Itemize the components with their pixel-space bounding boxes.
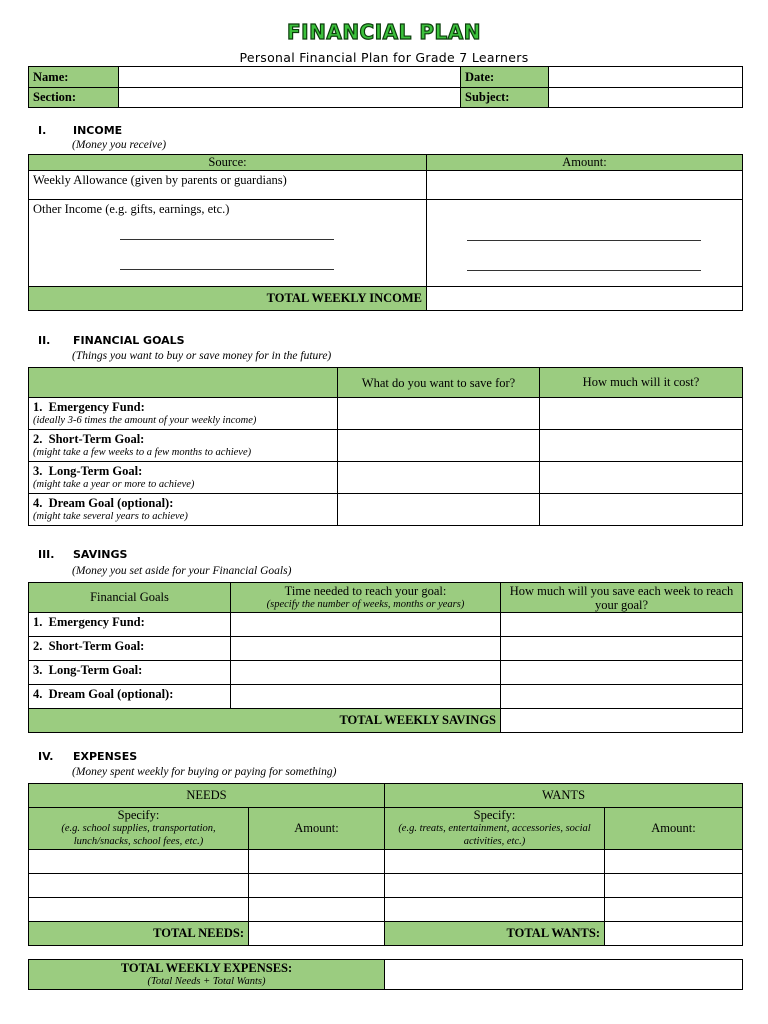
savings-number: III. [38,548,55,561]
income-other-label: Other Income (e.g. gifts, earnings, etc.) [33,202,230,216]
goal-3-title: Long-Term Goal: [48,463,143,478]
savings-4-title: Dream Goal (optional): [48,687,174,701]
savings-4-time-field[interactable] [231,685,501,709]
want-item-field[interactable] [385,850,605,874]
savings-row-long-term [29,661,231,685]
savings-2-title: Short-Term Goal: [48,639,145,653]
income-note: (Money you receive) [72,139,167,151]
student-info-table [28,66,743,108]
expenses-heading [38,750,137,763]
wants-header: WANTS [385,784,743,808]
goal-2-num: 2. [33,431,43,446]
name-label: Name: [29,67,119,88]
total-wants-field[interactable] [605,922,743,946]
goal-3-desc: (might take a year or more to achieve) [33,478,195,490]
needs-header: NEEDS [29,784,385,808]
total-weekly-expenses-label: TOTAL WEEKLY EXPENSES: [120,960,293,975]
savings-3-time-field[interactable] [231,661,501,685]
section-label: Section: [29,88,119,108]
expenses-number: IV. [38,750,54,763]
need-item-field[interactable] [29,850,249,874]
goal-3-cost-field[interactable] [540,462,743,494]
goals-title: FINANCIAL GOALS [73,334,185,347]
income-amount-other [427,200,743,287]
income-amount-line-1[interactable] [467,240,701,241]
goal-row-short-term [29,430,338,462]
savings-2-time-field[interactable] [231,637,501,661]
name-field[interactable] [119,67,461,88]
expenses-title: EXPENSES [73,750,138,763]
total-weekly-expenses-note: (Total Needs + Total Wants) [147,975,266,987]
goal-4-what-field[interactable] [338,494,540,526]
income-row-other [29,200,427,287]
total-needs-label: TOTAL NEEDS: [29,922,249,946]
income-heading [38,124,122,137]
wants-specify-label: Specify: [473,808,516,822]
expenses-note: (Money spent weekly for buying or paying for something) [72,766,337,778]
wants-specify-header [385,808,605,850]
income-amount-line-2[interactable] [467,270,701,271]
savings-heading [38,548,127,561]
savings-1-time-field[interactable] [231,613,501,637]
goals-table [28,367,743,526]
goal-1-what-field[interactable] [338,398,540,430]
subject-label: Subject: [461,88,549,108]
total-weekly-savings-label: TOTAL WEEKLY SAVINGS [29,709,501,733]
goal-1-cost-field[interactable] [540,398,743,430]
income-row-allowance: Weekly Allowance (given by parents or guardians) [29,171,427,200]
need-item-field[interactable] [29,898,249,922]
expenses-table [28,783,743,946]
goal-3-what-field[interactable] [338,462,540,494]
need-amount-field[interactable] [249,874,385,898]
total-weekly-savings-field[interactable] [501,709,743,733]
savings-col-time [231,583,501,613]
savings-table [28,582,743,733]
total-weekly-expenses-header [29,960,385,990]
goal-row-emergency [29,398,338,430]
income-col-source: Source: [29,155,427,171]
savings-2-num: 2. [33,639,43,653]
section-field[interactable] [119,88,461,108]
goal-1-num: 1. [33,399,43,414]
total-needs-field[interactable] [249,922,385,946]
savings-col-goals: Financial Goals [29,583,231,613]
savings-title: SAVINGS [73,548,128,561]
goals-heading [38,334,185,347]
goal-row-long-term [29,462,338,494]
need-amount-field[interactable] [249,898,385,922]
subject-field[interactable] [549,88,743,108]
savings-1-num: 1. [33,615,43,629]
income-title: INCOME [73,124,123,137]
total-weekly-income-label: TOTAL WEEKLY INCOME [29,287,427,311]
total-wants-label: TOTAL WANTS: [385,922,605,946]
goal-4-desc: (might take several years to achieve) [33,510,188,522]
goal-1-title: Emergency Fund: [48,399,145,414]
goal-2-title: Short-Term Goal: [48,431,145,446]
savings-4-week-field[interactable] [501,685,743,709]
goals-number: II. [38,334,51,347]
savings-col-week: How much will you save each week to reach your goal? [501,583,743,613]
goals-col-blank [29,368,338,398]
wants-specify-note: (e.g. treats, entertainment, accessories, social activities, etc.) [398,823,591,847]
need-amount-field[interactable] [249,850,385,874]
want-amount-field[interactable] [605,898,743,922]
savings-2-week-field[interactable] [501,637,743,661]
date-field[interactable] [549,67,743,88]
page-subtitle: Personal Financial Plan for Grade 7 Learners [239,50,529,65]
want-item-field[interactable] [385,874,605,898]
total-expenses-table [28,959,743,990]
goal-2-cost-field[interactable] [540,430,743,462]
goals-note: (Things you want to buy or save money for in the future) [72,350,332,362]
savings-row-short-term [29,637,231,661]
goal-1-desc: (ideally 3-6 times the amount of your weekly income) [33,414,257,426]
page-title: FINANCIAL PLAN [287,20,481,44]
needs-amount-header: Amount: [249,808,385,850]
goals-col-cost: How much will it cost? [540,368,743,398]
income-number: I. [38,124,47,137]
savings-col-time-label: Time needed to reach your goal: [284,583,447,598]
savings-3-num: 3. [33,663,43,677]
goals-col-what: What do you want to save for? [338,368,540,398]
goal-4-cost-field[interactable] [540,494,743,526]
goal-4-num: 4. [33,495,43,510]
savings-1-title: Emergency Fund: [48,615,145,629]
want-amount-field[interactable] [605,850,743,874]
goal-3-num: 3. [33,463,43,478]
goal-row-dream [29,494,338,526]
goal-2-what-field[interactable] [338,430,540,462]
goal-2-desc: (might take a few weeks to a few months to achieve) [33,446,252,458]
savings-3-week-field[interactable] [501,661,743,685]
goal-4-title: Dream Goal (optional): [48,495,174,510]
savings-col-time-note: (specify the number of weeks, months or years) [266,598,465,610]
date-label: Date: [461,67,549,88]
total-weekly-income-field[interactable] [427,287,743,311]
needs-specify-note: (e.g. school supplies, transportation, lunch/snacks, school fees, etc.) [61,823,216,847]
wants-amount-header: Amount: [605,808,743,850]
savings-4-num: 4. [33,687,43,701]
income-source-line-2[interactable] [120,269,334,270]
income-source-line-1[interactable] [120,239,334,240]
income-col-amount: Amount: [427,155,743,171]
needs-specify-label: Specify: [117,808,160,822]
income-amount-allowance[interactable] [427,171,743,200]
want-amount-field[interactable] [605,874,743,898]
want-item-field[interactable] [385,898,605,922]
savings-note: (Money you set aside for your Financial Goals) [72,565,292,577]
savings-row-emergency [29,613,231,637]
savings-3-title: Long-Term Goal: [48,663,143,677]
needs-specify-header [29,808,249,850]
savings-row-dream [29,685,231,709]
savings-1-week-field[interactable] [501,613,743,637]
need-item-field[interactable] [29,874,249,898]
income-table [28,154,743,311]
total-weekly-expenses-field[interactable] [385,960,743,990]
